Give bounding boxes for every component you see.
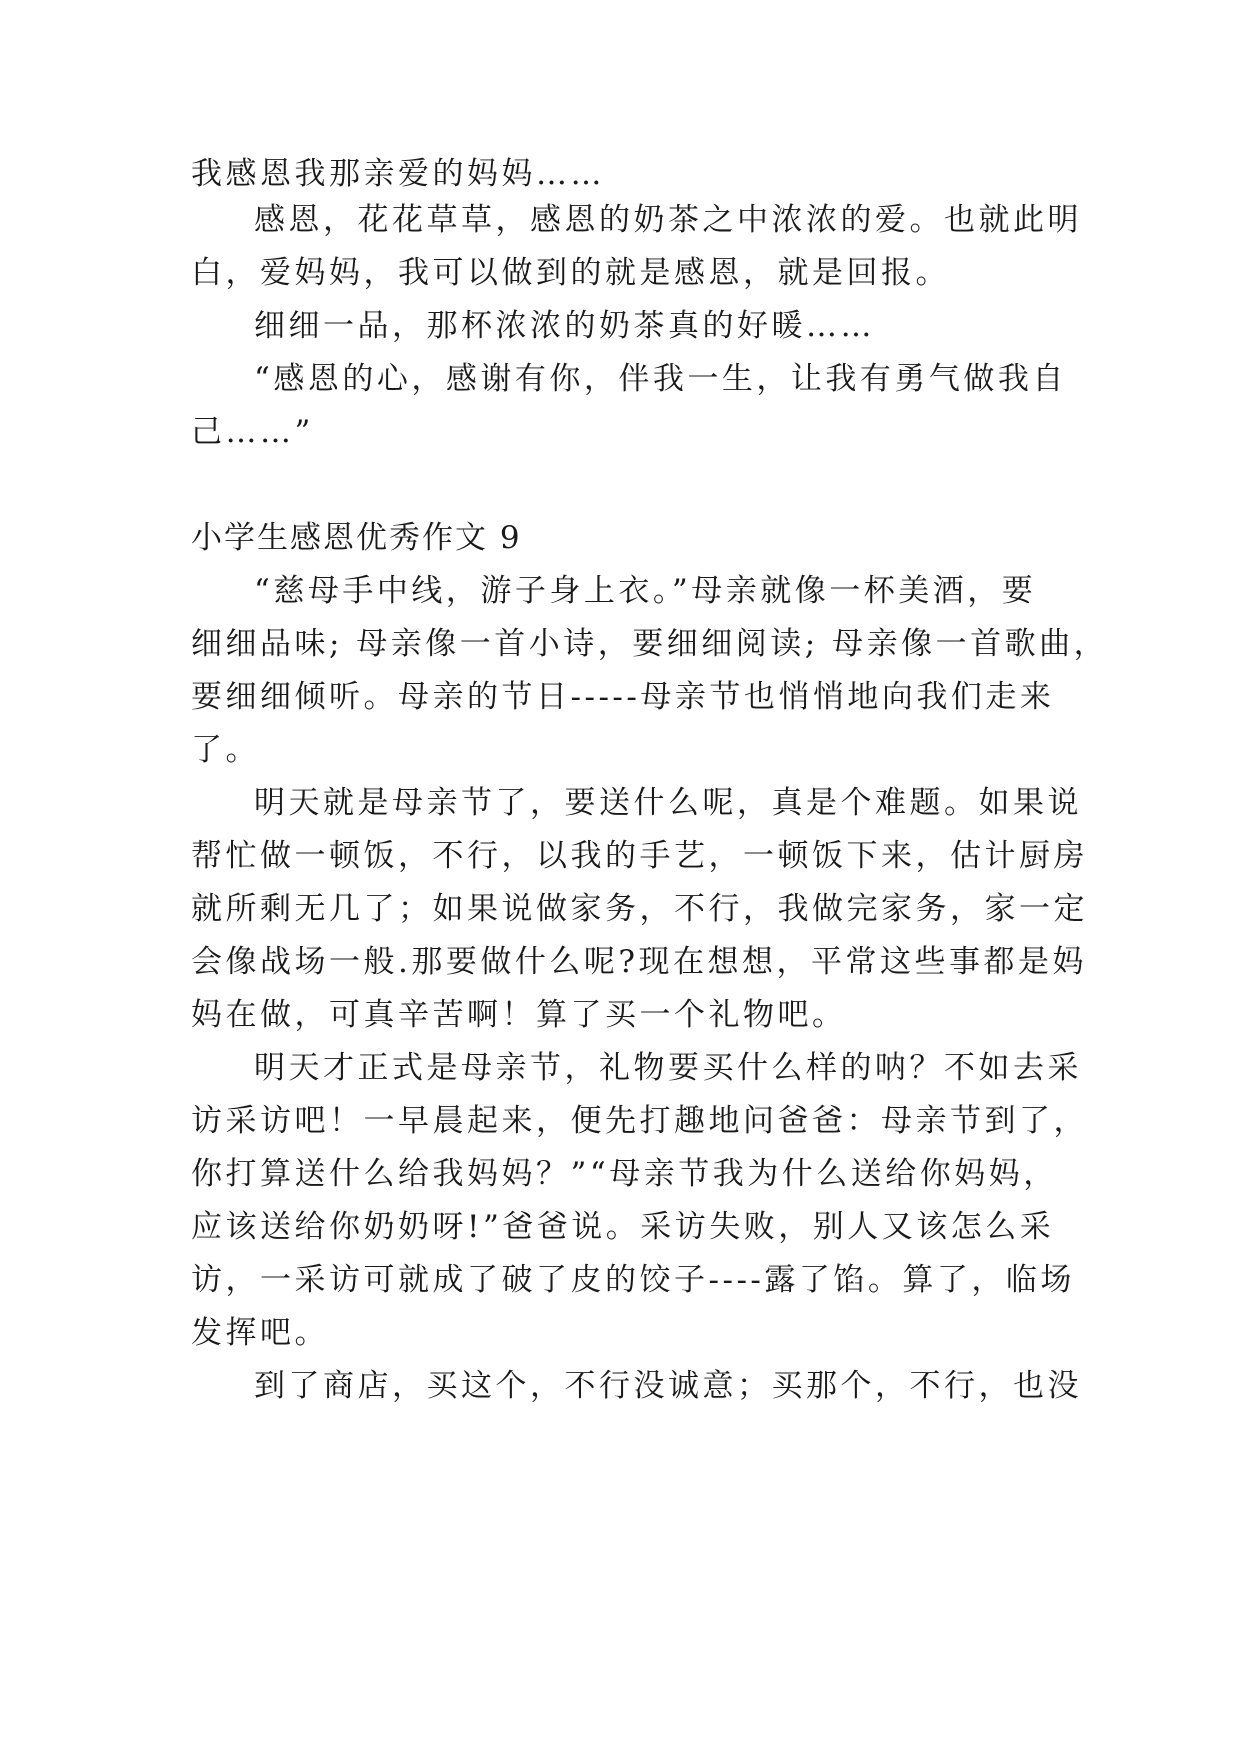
text-line: “慈母手中线，游子身上衣。”母亲就像一杯美酒，要 — [254, 573, 1037, 609]
text-line: 发挥吧。 — [191, 1315, 329, 1351]
text-line: 妈在做，可真辛苦啊！算了买一个礼物吧。 — [191, 997, 847, 1033]
text-line: 要细细倾听。母亲的节日-----母亲节也悄悄地向我们走来 — [191, 679, 1055, 715]
text-line: 细细一品，那杯浓浓的奶茶真的好暖…… — [254, 308, 875, 344]
text-line: 感恩，花花草草，感恩的奶茶之中浓浓的爱。也就此明 — [254, 202, 1082, 238]
text-line: 帮忙做一顿饭，不行，以我的手艺，一顿饭下来，估计厨房 — [191, 838, 1088, 874]
text-line: 我感恩我那亲爱的妈妈…… — [191, 156, 605, 192]
text-line: 己……” — [191, 414, 314, 450]
text-line: 明天才正式是母亲节，礼物要买什么样的呐？不如去采 — [254, 1050, 1082, 1086]
text-line: 访采访吧！一早晨起来，便先打趣地问爸爸：母亲节到了， — [191, 1103, 1088, 1139]
text-line: 应该送给你奶奶呀!”爸爸说。采访失败，别人又该怎么采 — [191, 1209, 1055, 1245]
text-line: “感恩的心，感谢有你，伴我一生，让我有勇气做我自 — [254, 361, 1067, 397]
text-line: 白，爱妈妈，我可以做到的就是感恩，就是回报。 — [191, 255, 950, 291]
text-line: 明天就是母亲节了，要送什么呢，真是个难题。如果说 — [254, 785, 1082, 821]
text-line: 了。 — [191, 732, 260, 768]
text-line: 你打算送什么给我妈妈？”“母亲节我为什么送给你妈妈， — [191, 1156, 1058, 1192]
section-heading: 小学生感恩优秀作文 9 — [191, 520, 522, 556]
text-line: 细细品味; 母亲像一首小诗，要细细阅读; 母亲像一首歌曲， — [191, 626, 1109, 662]
text-line: 会像战场一般.那要做什么呢?现在想想，平常这些事都是妈 — [191, 944, 1087, 980]
text-line: 到了商店，买这个，不行没诚意；买那个，不行，也没 — [254, 1368, 1082, 1404]
text-line: 访，一采访可就成了破了皮的饺子----露了馅。算了，临场 — [191, 1262, 1075, 1298]
text-line: 就所剩无几了；如果说做家务，不行，我做完家务，家一定 — [191, 891, 1088, 927]
